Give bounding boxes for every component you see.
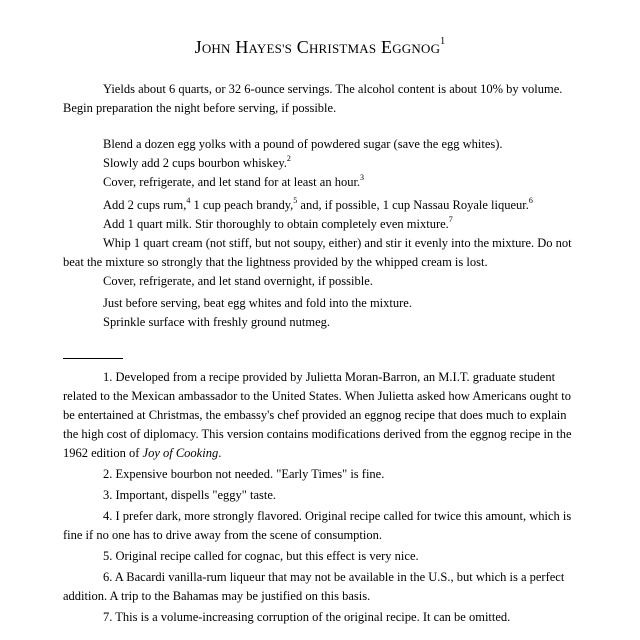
footnote-4: 4. I prefer dark, more strongly flavored. Original recipe called for twice this amount, which is fine if no one has to drive away from the scene of consumption. <box>63 509 572 542</box>
step-blend: Blend a dozen egg yolks with a pound of powdered sugar (save the egg whites). <box>103 137 503 151</box>
page-title: JOHN HAYES'S CHRISTMAS EGGNOG$^1$ <box>194 36 446 57</box>
footnote-5: 5. Original recipe called for cognac, but this effect is very nice. <box>103 549 419 563</box>
recipe-steps-group-2 <box>63 196 583 291</box>
footnote-2: 2. Expensive bourbon not needed. "Early Times" is fine. <box>103 467 385 481</box>
footnote-1: 1. Developed from a recipe provided by Julietta Moran-Barron, an M.I.T. graduate student related to the Mexican ambassador to the United States. When Julietta asked how Americans ought to be entertained at Christmas, the embassy's chef provided an eggnog recipe that does much to explain the high cost of diplomacy. This version contains modifications derived from the eggnog recipe in the 1962 edition of Joy of Cooking. <box>63 370 572 460</box>
step-add-spirits: Add 2 cups rum,$^4$ 1 cup peach brandy,$^5$ and, if possible, 1 cup Nassau Royale liqueur.$^6$ <box>103 196 533 212</box>
step-whip-cream: Whip 1 quart cream (not stiff, but not soupy, either) and stir it evenly into the mixture. Do not beat the mixture so strongly that the lightness provided by the whipped cream is lost. <box>63 236 572 269</box>
step-egg-whites: Just before serving, beat egg whites and fold into the mixture. <box>103 296 412 310</box>
footnote-7: 7. This is a volume-increasing corruption of the original recipe. It can be omitted. <box>103 610 511 624</box>
intro-paragraph: Yields about 6 quarts, or 32 6-ounce servings. The alcohol content is about 10% by volume. Begin preparation the night before serving, if possible. <box>63 82 563 115</box>
footnote-3: 3. Important, dispells "eggy" taste. <box>103 488 277 502</box>
title-footnote-ref: 1 <box>440 36 446 47</box>
footnotes <box>63 368 583 629</box>
step-add-milk: Add 1 quart milk. Stir thoroughly to obtain completely even mixture.$^7$ <box>103 215 453 231</box>
step-refrigerate-hour: Cover, refrigerate, and let stand for at least an hour.$^3$ <box>103 173 365 189</box>
footnote-separator <box>63 358 123 359</box>
footnote-6: 6. A Bacardi vanilla-rum liqueur that may not be available in the U.S., but which is a perfect addition. A trip to the Bahamas may be justified on this basis. <box>63 570 565 603</box>
recipe-steps-group-1 <box>63 135 583 192</box>
recipe-steps-group-3 <box>63 294 583 332</box>
step-bourbon: Slowly add 2 cups bourbon whiskey.$^2$ <box>103 154 291 170</box>
step-nutmeg: Sprinkle surface with freshly ground nutmeg. <box>103 315 331 329</box>
step-refrigerate-overnight: Cover, refrigerate, and let stand overnight, if possible. <box>103 274 373 288</box>
